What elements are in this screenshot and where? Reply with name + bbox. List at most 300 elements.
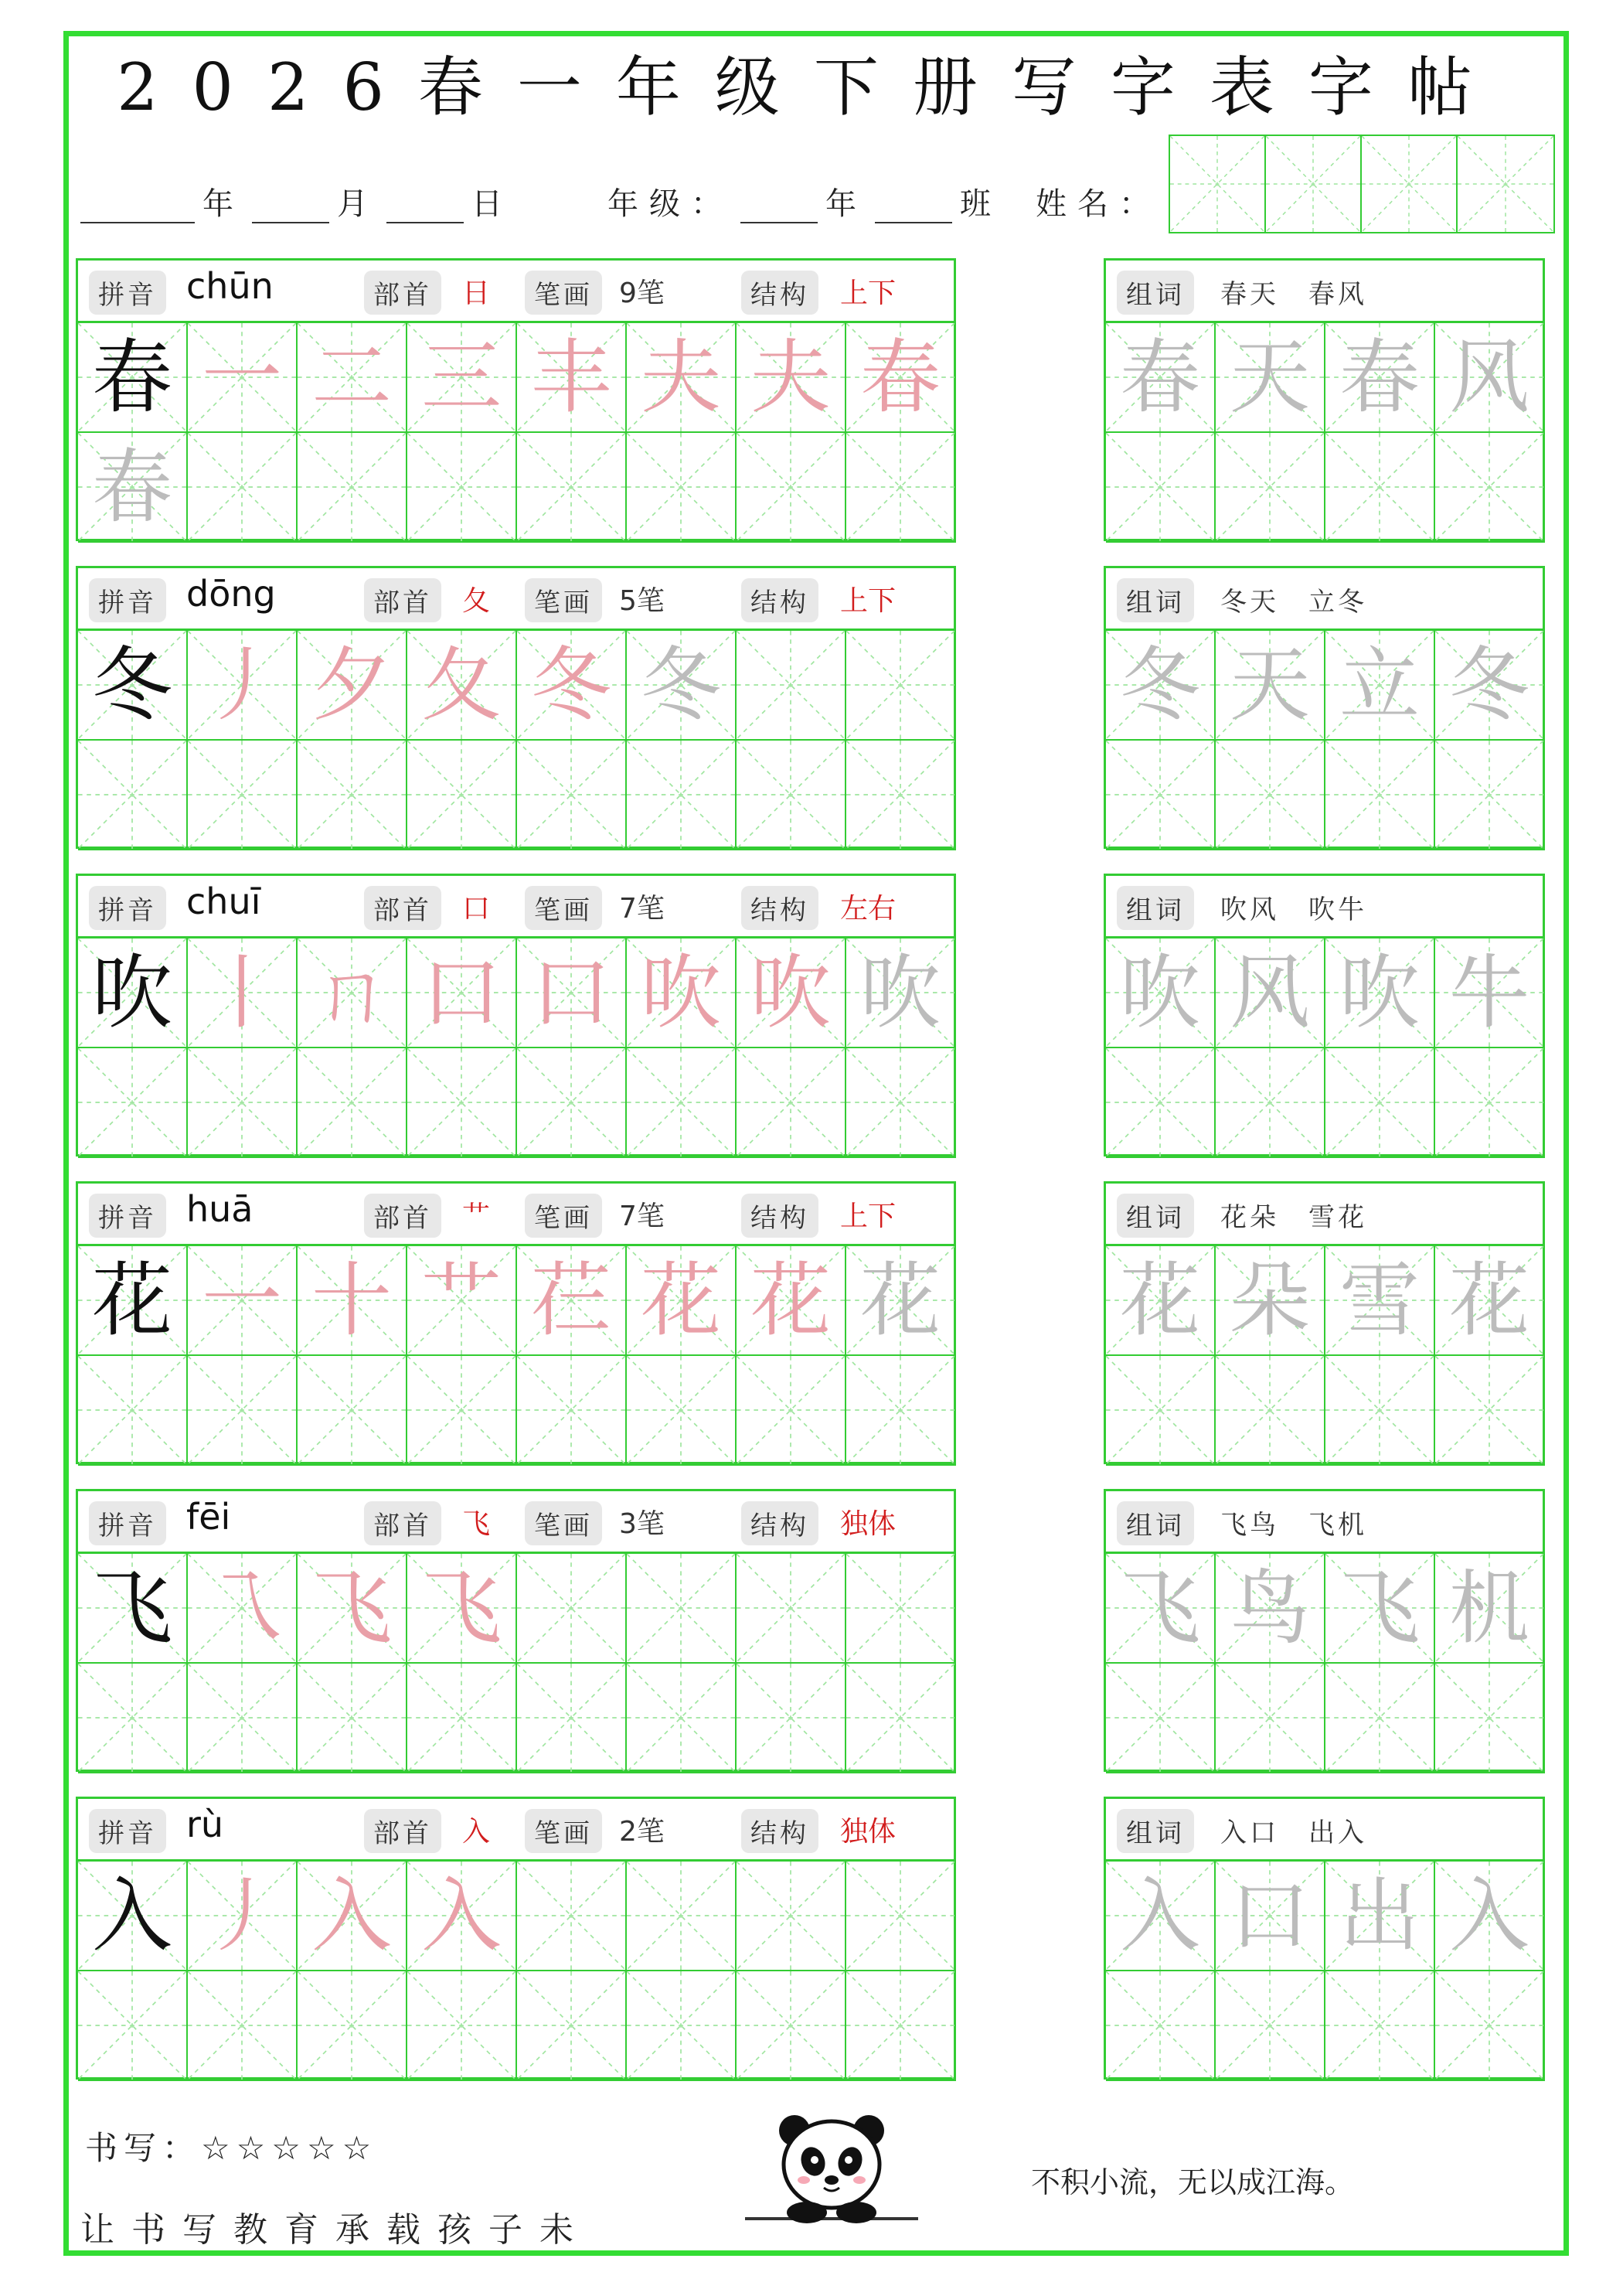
stroke-step-character: 入 (311, 1868, 392, 1963)
writing-cell[interactable] (846, 631, 956, 741)
writing-cell[interactable] (78, 433, 188, 543)
writing-cell[interactable] (407, 1971, 517, 2081)
writing-cell[interactable] (78, 1971, 188, 2081)
word-trace-character: 花 (1448, 1253, 1529, 1347)
writing-cell[interactable] (517, 1554, 627, 1664)
word-info-bar (1106, 1799, 1543, 1862)
writing-cell[interactable] (737, 1862, 846, 1971)
stroke-step-character: 丨 (201, 945, 282, 1040)
stroke-step-character: 夕 (311, 638, 392, 732)
writing-cell[interactable] (298, 1554, 407, 1664)
writing-cell[interactable] (188, 1971, 298, 2081)
word-writing-cell[interactable] (1106, 1664, 1216, 1773)
word-trace-character: 机 (1448, 1561, 1529, 1655)
slogan: 让书写教育承载孩子未 (80, 2210, 590, 2250)
word-writing-cell[interactable] (1106, 631, 1216, 741)
char-practice-panel (76, 1181, 956, 1464)
word-writing-cell[interactable] (1435, 1862, 1545, 1971)
word-writing-cell[interactable] (1106, 1971, 1216, 2081)
stroke-step-character: 芢 (530, 1253, 611, 1347)
char-info-bar (78, 1799, 954, 1862)
word-trace-character: 天 (1229, 330, 1310, 424)
word-trace-character: 出 (1339, 1868, 1420, 1963)
word-writing-cell[interactable] (1435, 1554, 1545, 1664)
writing-rating: 书写：☆☆☆☆☆ (85, 2129, 378, 2167)
structure-tag: 结构 (741, 578, 818, 622)
word-trace-character: 飞 (1339, 1561, 1420, 1655)
structure-tag: 结构 (741, 1194, 818, 1238)
word-writing-cell[interactable] (1325, 741, 1435, 850)
day-blank[interactable] (386, 188, 464, 223)
model-character: 飞 (91, 1561, 172, 1655)
word-trace-character: 雪 (1339, 1253, 1420, 1347)
model-character: 吹 (91, 945, 172, 1040)
word-writing-cell[interactable] (1325, 1862, 1435, 1971)
writing-cell[interactable] (407, 1554, 517, 1664)
word-writing-cell[interactable] (1216, 1664, 1325, 1773)
stroke-step-character: 艹 (420, 1253, 502, 1347)
word-writing-cell[interactable] (1106, 1356, 1216, 1466)
stroke-step-character: 夫 (750, 330, 831, 424)
word-writing-cell[interactable] (1435, 433, 1545, 543)
writing-cell[interactable] (627, 1971, 737, 2081)
writing-cell[interactable] (517, 631, 627, 741)
writing-cell[interactable] (846, 1971, 956, 2081)
word-writing-cell[interactable] (1325, 433, 1435, 543)
radical-value: 飞 (462, 1508, 491, 1540)
word-practice-panel (1104, 1797, 1545, 2080)
writing-cell[interactable] (846, 433, 956, 543)
word-trace-character: 风 (1229, 945, 1310, 1040)
writing-cell[interactable] (627, 1048, 737, 1158)
word-info-bar (1106, 1184, 1543, 1246)
writing-cell[interactable] (188, 631, 298, 741)
stroke-step-character: 飞 (420, 1561, 502, 1655)
word-writing-cell[interactable] (1216, 631, 1325, 741)
writing-cell[interactable] (517, 938, 627, 1048)
stroke-step-character: 花 (859, 1253, 941, 1347)
month-blank[interactable] (252, 188, 329, 223)
radical-tag: 部首 (364, 1809, 441, 1853)
writing-cell[interactable] (188, 1246, 298, 1356)
writing-cell[interactable] (188, 433, 298, 543)
writing-cell[interactable] (517, 1356, 627, 1466)
writing-cell[interactable] (737, 1664, 846, 1773)
word-writing-cell[interactable] (1106, 433, 1216, 543)
writing-cell[interactable] (627, 1356, 737, 1466)
stroke-step-character: 丿 (201, 638, 282, 732)
word-practice-panel (1104, 258, 1545, 541)
word-info-bar (1106, 261, 1543, 323)
stroke-step-character: 春 (91, 440, 172, 534)
char-practice-panel (76, 566, 956, 849)
words-value: 春天 春风 (1220, 279, 1367, 310)
char-practice-panel (76, 1489, 956, 1772)
word-trace-character: 立 (1339, 638, 1420, 732)
strokes-value: 5笔 (619, 585, 665, 617)
writing-cell[interactable] (188, 741, 298, 850)
writing-cell[interactable] (78, 1554, 188, 1664)
writing-cell[interactable] (627, 323, 737, 433)
writing-cell[interactable] (298, 631, 407, 741)
stroke-step-character: 夂 (420, 638, 502, 732)
writing-cell[interactable] (517, 1048, 627, 1158)
pinyin-tag: 拼音 (89, 1501, 166, 1545)
word-writing-cell[interactable] (1325, 1246, 1435, 1356)
writing-cell[interactable] (78, 323, 188, 433)
writing-cell[interactable] (846, 1048, 956, 1158)
writing-cell[interactable] (188, 323, 298, 433)
strokes-value: 7笔 (619, 893, 665, 925)
char-practice-panel (76, 1797, 956, 2080)
word-trace-character: 春 (1119, 330, 1200, 424)
word-writing-cell[interactable] (1216, 1971, 1325, 2081)
structure-tag: 结构 (741, 886, 818, 930)
word-writing-cell[interactable] (1106, 938, 1216, 1048)
writing-cell[interactable] (627, 938, 737, 1048)
pinyin-tag: 拼音 (89, 886, 166, 930)
writing-cell[interactable] (78, 1048, 188, 1158)
word-trace-character: 飞 (1119, 1561, 1200, 1655)
strokes-value: 3笔 (619, 1508, 665, 1540)
writing-cell[interactable] (517, 1246, 627, 1356)
word-trace-character: 风 (1448, 330, 1529, 424)
strokes-tag: 笔画 (525, 886, 602, 930)
word-practice-panel (1104, 874, 1545, 1157)
writing-cell[interactable] (78, 741, 188, 850)
structure-value: 上下 (840, 585, 897, 617)
word-practice-panel (1104, 1489, 1545, 1772)
word-trace-character: 春 (1339, 330, 1420, 424)
page-title: 2026春一年级下册写字表字帖 (117, 49, 1506, 125)
word-writing-cell[interactable] (1216, 433, 1325, 543)
writing-cell[interactable] (298, 1664, 407, 1773)
word-trace-character: 吹 (1339, 945, 1420, 1040)
writing-cell[interactable] (78, 938, 188, 1048)
word-writing-cell[interactable] (1216, 1246, 1325, 1356)
word-writing-cell[interactable] (1216, 741, 1325, 850)
name-box[interactable] (1458, 136, 1553, 232)
writing-cell[interactable] (407, 433, 517, 543)
words-tag: 组词 (1117, 1501, 1194, 1545)
strokes-tag: 笔画 (525, 1194, 602, 1238)
stroke-step-character: 丿 (201, 1868, 282, 1963)
writing-cell[interactable] (407, 631, 517, 741)
structure-value: 独体 (840, 1508, 897, 1540)
writing-cell[interactable] (846, 938, 956, 1048)
word-writing-cell[interactable] (1216, 1862, 1325, 1971)
stroke-step-character: 一 (201, 1253, 282, 1347)
word-writing-cell[interactable] (1106, 1554, 1216, 1664)
word-info-bar (1106, 1491, 1543, 1554)
word-trace-character: 鸟 (1229, 1561, 1310, 1655)
month-label: 月 (337, 186, 379, 222)
word-writing-cell[interactable] (1325, 1356, 1435, 1466)
stroke-step-character: 丰 (530, 330, 611, 424)
name-box[interactable] (1266, 136, 1362, 232)
writing-cell[interactable] (737, 433, 846, 543)
writing-cell[interactable] (188, 1356, 298, 1466)
writing-cell[interactable] (517, 1664, 627, 1773)
char-info-bar (78, 876, 954, 938)
year-label: 年 (202, 186, 244, 222)
word-writing-cell[interactable] (1435, 741, 1545, 850)
writing-cell[interactable] (627, 1246, 737, 1356)
word-writing-cell[interactable] (1435, 1246, 1545, 1356)
word-writing-cell[interactable] (1435, 1664, 1545, 1773)
radical-value: 艹 (462, 1201, 491, 1232)
words-value: 冬天 立冬 (1220, 587, 1367, 618)
stroke-step-character: 夫 (640, 330, 721, 424)
writing-cell[interactable] (407, 938, 517, 1048)
word-trace-character: 天 (1229, 638, 1310, 732)
pinyin-value: fēi (186, 1496, 231, 1538)
radical-value: 入 (462, 1816, 491, 1848)
writing-cell[interactable] (737, 1554, 846, 1664)
writing-cell[interactable] (298, 1862, 407, 1971)
word-practice-panel (1104, 1181, 1545, 1464)
writing-cell[interactable] (407, 323, 517, 433)
word-info-bar (1106, 876, 1543, 938)
radical-tag: 部首 (364, 271, 441, 315)
writing-cell[interactable] (78, 1356, 188, 1466)
writing-cell[interactable] (298, 323, 407, 433)
name-line (1028, 179, 1169, 226)
writing-cell[interactable] (298, 938, 407, 1048)
word-info-bar (1106, 568, 1543, 631)
quote: 不积小流，无以成江海。 (1031, 2165, 1355, 2199)
strokes-tag: 笔画 (525, 578, 602, 622)
writing-cell[interactable] (188, 1664, 298, 1773)
writing-cell[interactable] (188, 938, 298, 1048)
writing-cell[interactable] (627, 1862, 737, 1971)
radical-value: 日 (462, 278, 491, 309)
word-writing-cell[interactable] (1435, 323, 1545, 433)
stroke-step-character: 乁 (201, 1561, 282, 1655)
grade-year-blank[interactable] (740, 188, 818, 223)
writing-cell[interactable] (737, 1048, 846, 1158)
stroke-step-character: 吹 (640, 945, 721, 1040)
strokes-value: 2笔 (619, 1816, 665, 1848)
writing-cell[interactable] (298, 1048, 407, 1158)
writing-cell[interactable] (737, 1356, 846, 1466)
pinyin-tag: 拼音 (89, 1809, 166, 1853)
name-label: 姓名： (1036, 186, 1161, 222)
char-info-bar (78, 1184, 954, 1246)
stroke-step-character: 十 (311, 1253, 392, 1347)
writing-cell[interactable] (188, 1554, 298, 1664)
word-trace-character: 吹 (1119, 945, 1200, 1040)
writing-cell[interactable] (298, 1356, 407, 1466)
pinyin-value: chuī (186, 881, 261, 922)
word-writing-cell[interactable] (1325, 1048, 1435, 1158)
word-writing-cell[interactable] (1106, 1048, 1216, 1158)
word-writing-cell[interactable] (1106, 1246, 1216, 1356)
word-writing-cell[interactable] (1325, 631, 1435, 741)
pinyin-value: rù (186, 1804, 224, 1845)
char-info-bar (78, 1491, 954, 1554)
radical-tag: 部首 (364, 886, 441, 930)
word-writing-cell[interactable] (1435, 1971, 1545, 2081)
writing-cell[interactable] (737, 741, 846, 850)
word-writing-cell[interactable] (1106, 1862, 1216, 1971)
writing-cell[interactable] (846, 1356, 956, 1466)
grade-label: 年级： (607, 186, 733, 222)
class-blank[interactable] (875, 188, 952, 223)
writing-cell[interactable] (78, 631, 188, 741)
date-line (80, 179, 521, 226)
strokes-tag: 笔画 (525, 1501, 602, 1545)
model-character: 花 (91, 1253, 172, 1347)
words-value: 入口 出入 (1220, 1817, 1367, 1848)
structure-value: 左右 (840, 893, 897, 925)
word-writing-cell[interactable] (1216, 938, 1325, 1048)
strokes-tag: 笔画 (525, 1809, 602, 1853)
writing-cell[interactable] (627, 741, 737, 850)
writing-cell[interactable] (737, 1246, 846, 1356)
pinyin-value: chūn (186, 265, 274, 307)
writing-cell[interactable] (627, 433, 737, 543)
writing-cell[interactable] (407, 1356, 517, 1466)
day-label: 日 (471, 186, 513, 222)
radical-tag: 部首 (364, 1194, 441, 1238)
word-trace-character: 口 (1229, 1868, 1310, 1963)
writing-cell[interactable] (298, 741, 407, 850)
word-writing-cell[interactable] (1435, 938, 1545, 1048)
pinyin-tag: 拼音 (89, 1194, 166, 1238)
word-trace-character: 冬 (1119, 638, 1200, 732)
writing-cell[interactable] (627, 1664, 737, 1773)
word-writing-cell[interactable] (1435, 1356, 1545, 1466)
writing-cell[interactable] (517, 1862, 627, 1971)
words-tag: 组词 (1117, 271, 1194, 315)
writing-cell[interactable] (627, 1554, 737, 1664)
char-practice-panel (76, 874, 956, 1157)
word-writing-cell[interactable] (1325, 1971, 1435, 2081)
writing-cell[interactable] (846, 323, 956, 433)
panda-icon (739, 2103, 924, 2231)
stroke-step-character: 冬 (640, 638, 721, 732)
writing-cell[interactable] (407, 1048, 517, 1158)
writing-cell[interactable] (78, 1862, 188, 1971)
writing-cell[interactable] (737, 631, 846, 741)
radical-value: 口 (462, 893, 491, 925)
stroke-step-character: 口 (530, 945, 611, 1040)
year-blank[interactable] (80, 188, 195, 223)
writing-cell[interactable] (188, 1862, 298, 1971)
writing-cell[interactable] (737, 1971, 846, 2081)
stroke-step-character: 花 (640, 1253, 721, 1347)
word-writing-cell[interactable] (1325, 938, 1435, 1048)
stroke-step-character: 吹 (859, 945, 941, 1040)
pinyin-tag: 拼音 (89, 271, 166, 315)
stroke-step-character: 冬 (530, 638, 611, 732)
name-box[interactable] (1170, 136, 1266, 232)
writing-cell[interactable] (517, 741, 627, 850)
writing-cell[interactable] (846, 741, 956, 850)
word-trace-character: 牛 (1448, 945, 1529, 1040)
stroke-step-character: 二 (311, 330, 392, 424)
writing-cell[interactable] (298, 433, 407, 543)
word-writing-cell[interactable] (1435, 1048, 1545, 1158)
word-practice-panel (1104, 566, 1545, 849)
writing-cell[interactable] (846, 1664, 956, 1773)
name-box[interactable] (1362, 136, 1458, 232)
writing-cell[interactable] (407, 1246, 517, 1356)
word-writing-cell[interactable] (1325, 1554, 1435, 1664)
stroke-step-character: ㄇ (311, 945, 392, 1040)
radical-value: 夂 (462, 585, 491, 617)
word-writing-cell[interactable] (1106, 323, 1216, 433)
word-writing-cell[interactable] (1325, 323, 1435, 433)
writing-cell[interactable] (846, 1246, 956, 1356)
radical-tag: 部首 (364, 578, 441, 622)
word-trace-character: 花 (1119, 1253, 1200, 1347)
writing-cell[interactable] (517, 323, 627, 433)
pinyin-tag: 拼音 (89, 578, 166, 622)
writing-cell[interactable] (407, 741, 517, 850)
char-info-bar (78, 261, 954, 323)
word-writing-cell[interactable] (1216, 1554, 1325, 1664)
char-practice-panel (76, 258, 956, 541)
structure-tag: 结构 (741, 1809, 818, 1853)
writing-cell[interactable] (737, 323, 846, 433)
words-tag: 组词 (1117, 1809, 1194, 1853)
strokes-value: 7笔 (619, 1201, 665, 1232)
stroke-step-character: 口 (420, 945, 502, 1040)
writing-cell[interactable] (517, 433, 627, 543)
writing-cell[interactable] (846, 1862, 956, 1971)
writing-cell[interactable] (407, 1862, 517, 1971)
word-writing-cell[interactable] (1435, 631, 1545, 741)
pinyin-value: huā (186, 1188, 253, 1230)
model-character: 春 (91, 330, 172, 424)
writing-cell[interactable] (627, 631, 737, 741)
word-writing-cell[interactable] (1106, 741, 1216, 850)
word-writing-cell[interactable] (1216, 1048, 1325, 1158)
writing-cell[interactable] (407, 1664, 517, 1773)
writing-cell[interactable] (78, 1664, 188, 1773)
word-writing-cell[interactable] (1216, 1356, 1325, 1466)
class-label: 班 (960, 186, 1002, 222)
word-trace-character: 冬 (1448, 638, 1529, 732)
char-info-bar (78, 568, 954, 631)
words-tag: 组词 (1117, 886, 1194, 930)
stroke-step-character: 一 (201, 330, 282, 424)
words-tag: 组词 (1117, 1194, 1194, 1238)
writing-cell[interactable] (737, 938, 846, 1048)
writing-cell[interactable] (298, 1971, 407, 2081)
writing-cell[interactable] (188, 1048, 298, 1158)
writing-cell[interactable] (298, 1246, 407, 1356)
stroke-step-character: 春 (859, 330, 941, 424)
pinyin-value: dōng (186, 573, 276, 615)
word-trace-character: 入 (1119, 1868, 1200, 1963)
word-writing-cell[interactable] (1216, 323, 1325, 433)
writing-cell[interactable] (517, 1971, 627, 2081)
name-boxes (1169, 135, 1555, 233)
word-trace-character: 入 (1448, 1868, 1529, 1963)
structure-tag: 结构 (741, 1501, 818, 1545)
model-character: 冬 (91, 638, 172, 732)
radical-tag: 部首 (364, 1501, 441, 1545)
structure-value: 上下 (840, 1201, 897, 1232)
words-value: 花朵 雪花 (1220, 1202, 1367, 1233)
writing-cell[interactable] (846, 1554, 956, 1664)
writing-cell[interactable] (78, 1246, 188, 1356)
stroke-step-character: 吹 (750, 945, 831, 1040)
word-writing-cell[interactable] (1325, 1664, 1435, 1773)
